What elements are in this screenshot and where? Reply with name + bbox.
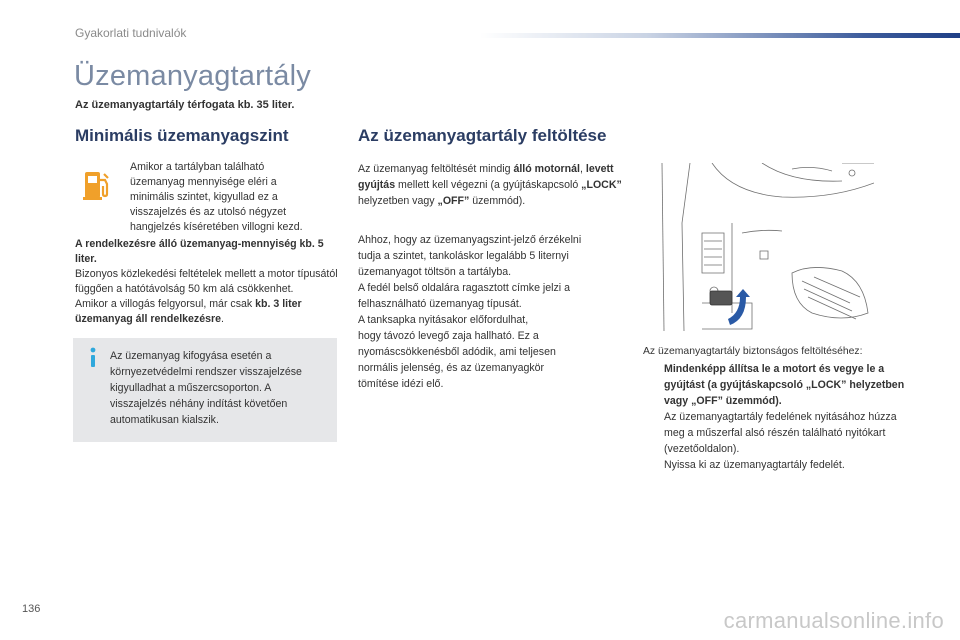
minimum-level-heading: Minimális üzemanyagszint <box>75 126 289 145</box>
refuelling-paragraph-1: Az üzemanyag feltöltését mindig álló motornál, levett gyújtás mellett kell végezni (a gyújtáskapcsoló „LOCK” helyzetben vagy „OFF” üzemmód). <box>358 163 622 207</box>
steps-list <box>643 361 913 473</box>
range-note: Bizonyos közlekedési feltételek mellett a motor típusától függően a hatótávolság 50 km alá csökkenhet. <box>75 268 338 295</box>
page-number: 136 <box>22 603 41 615</box>
fuel-flap-release-illustration <box>642 163 874 331</box>
steps-intro: Az üzemanyagtartály biztonságos feltöltéséhez: <box>643 346 863 357</box>
header-rule <box>480 33 960 38</box>
list-item: Mindenképp állítsa le a motort és vegye le a gyújtást (a gyújtáskapcsoló „LOCK” helyzetben vagy „OFF” üzemmód). <box>664 363 905 407</box>
watermark: carmanualsonline.info <box>723 608 944 633</box>
refuelling-heading: Az üzemanyagtartály feltöltése <box>358 126 607 145</box>
page-subtitle: Az üzemanyagtartály térfogata kb. 35 liter. <box>75 99 295 111</box>
minimum-level-intro: Amikor a tartályban található üzemanyag mennyisége eléri a minimális szintet, kigyullad ez a visszajelzés és az utolsó négyzet hangjelzés kíséretében villogni kezd. <box>130 161 303 233</box>
reserve-amount: A rendelkezésre álló üzemanyag-mennyiség kb. 5 liter. <box>75 238 324 265</box>
info-text: Az üzemanyag kifogyása esetén a környezetvédelmi rendszer visszajelzése kigyulladhat a műszercsoporton. A visszajelzés néhány indítást követően automatikusan kialszik. <box>110 350 302 426</box>
refuelling-paragraph-2: Ahhoz, hogy az üzemanyagszint-jelző érzékelni tudja a szintet, tankoláskor legalább 5 liternyi üzemanyagot töltsön a tartályba. A fedél belső oldalára ragasztott címke jelzi a felhasználható üzemanyag típusát. A tanksapka nyitásakor előfordulhat, hogy távozó levegő zaja hallható. Ez a nyomáscsökkenésből adódik, ami teljesen normális jelenség, és az üzemanyagkör tömítése idézi elő. <box>358 234 582 390</box>
minimum-level-details <box>75 237 340 327</box>
page-title: Üzemanyagtartály <box>74 60 311 92</box>
flashing-note: Amikor a villogás felgyorsul, már csak kb. 3 liter üzemanyag áll rendelkezésre. <box>75 298 302 325</box>
fuel-pump-icon <box>82 168 112 202</box>
list-item: Az üzemanyagtartály fedelének nyitásához húzza meg a műszerfal alsó részén található nyitókart (vezetőoldalon). <box>664 411 897 455</box>
info-icon <box>88 347 98 369</box>
section-label: Gyakorlati tudnivalók <box>75 26 187 40</box>
list-item: Nyissa ki az üzemanyagtartály fedelét. <box>664 459 845 471</box>
